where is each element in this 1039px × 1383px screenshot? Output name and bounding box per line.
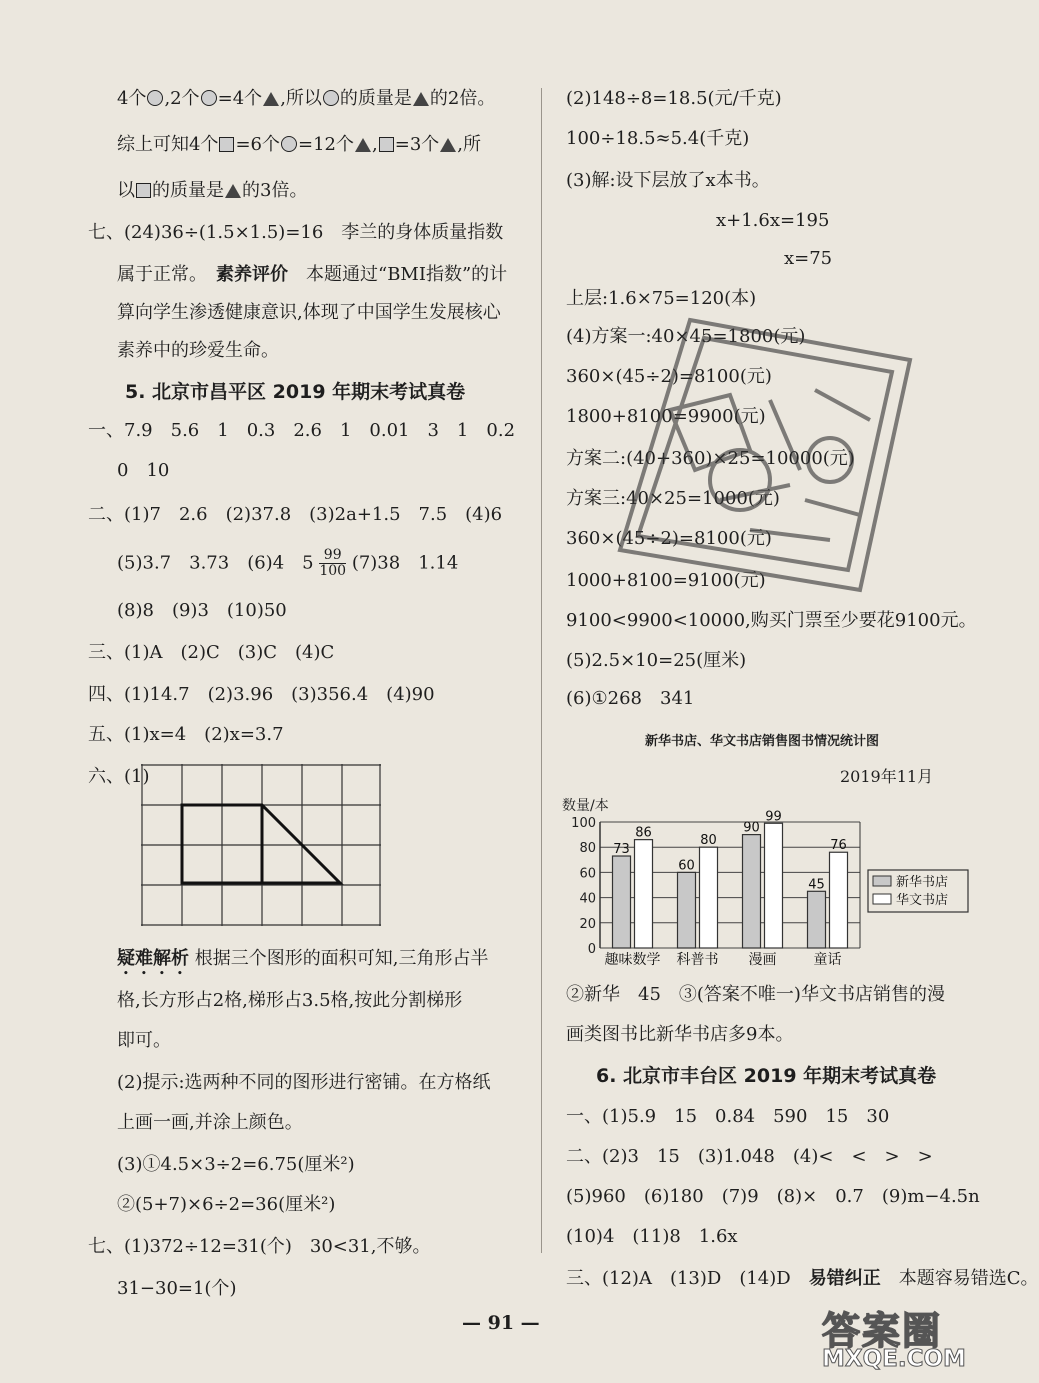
square-icon (219, 137, 234, 152)
right-line-7: (4)方案一:40×45=1800(元) (566, 326, 806, 347)
right-line-23: 三、(12)A (13)D (14)D 易错纠正 本题容易错选C。 (566, 1268, 1039, 1289)
bar-value-label: 99 (765, 809, 782, 825)
y-axis-label: 数量/本 (562, 798, 609, 814)
answer-1-cont: 0 10 (117, 460, 170, 481)
analysis-line-2: 格,长方形占2格,梯形占3.5格,按此分割梯形 (117, 990, 463, 1011)
fraction: $\frac{99}{100}$ (319, 547, 347, 579)
bar-value-label: 80 (700, 833, 717, 849)
literacy-eval-label: 素养评价 (216, 264, 288, 285)
left-line-1: 4个 ,2个 =4个 ,所以 的质量是 的2倍。 (117, 88, 496, 109)
bar (678, 872, 696, 948)
bar (635, 840, 653, 948)
section-heading-5: 5. 北京市昌平区 2019 年期末考试真卷 (125, 381, 466, 403)
answer-7-1-cont: 31−30=1(个) (117, 1278, 237, 1299)
watermark-logo: 答案圈 (822, 1309, 943, 1353)
area-line-1: (3)①4.5×3÷2=6.75(厘米²) (117, 1154, 355, 1175)
y-tick-label: 60 (579, 866, 596, 882)
y-tick-label: 0 (587, 942, 596, 957)
answer-7-24: 七、(24)36÷(1.5×1.5)=16 李兰的身体质量指数 (88, 222, 504, 243)
answer-2-cont2: (8)8 (9)3 (10)50 (117, 600, 287, 621)
stamp-seal-icon (600, 300, 930, 600)
answer-4: 四、(1)14.7 (2)3.96 (3)356.4 (4)90 (88, 684, 435, 705)
bar-value-label: 76 (830, 838, 847, 854)
y-tick-label: 40 (579, 891, 596, 907)
bar (743, 835, 761, 948)
right-line-6: 上层:1.6×75=120(本) (566, 288, 757, 309)
circle-icon (281, 136, 297, 152)
right-line-16: (6)①268 341 (566, 688, 695, 709)
triangle-icon (355, 138, 371, 152)
bar-value-label: 90 (743, 820, 760, 836)
tip-line-1: (2)提示:选两种不同的图形进行密铺。在方格纸 (117, 1072, 491, 1093)
right-line-10: 方案二:(40+360)×25=10000(元) (566, 448, 855, 469)
right-line-17: ②新华 45 ③(答案不唯一)华文书店销售的漫 (566, 984, 945, 1005)
circle-icon (201, 90, 217, 106)
legend-label: 华文书店 (896, 893, 949, 908)
right-line-20: 二、(2)3 15 (3)1.048 (4)< < > > (566, 1146, 933, 1167)
bar-value-label: 45 (808, 877, 825, 893)
triangle-icon (440, 138, 456, 152)
right-line-3: (3)解:设下层放了x本书。 (566, 170, 770, 191)
x-tick-label: 童话 (813, 952, 842, 968)
left-line-3: 以 的质量是 的3倍。 (117, 180, 308, 201)
column-divider (541, 88, 542, 1253)
square-icon (379, 137, 394, 152)
circle-icon (323, 90, 339, 106)
left-line-2: 综上可知4个 =6个 =12个 , =3个 ,所 (117, 134, 482, 155)
legend-swatch (873, 894, 891, 904)
watermark-url: MXQE.COM (822, 1346, 966, 1372)
right-line-14: 9100<9900<10000,购买门票至少要花9100元。 (566, 610, 977, 631)
right-line-2: 100÷18.5≈5.4(千克) (566, 128, 750, 149)
y-tick-label: 100 (571, 816, 596, 831)
chart-date: 2019年11月 (840, 767, 934, 786)
right-line-18: 画类图书比新华书店多9本。 (566, 1024, 794, 1045)
square-icon (136, 183, 151, 198)
error-correction-label: 易错纠正 (808, 1268, 881, 1289)
y-tick-label: 80 (579, 841, 596, 857)
chart-title: 新华书店、华文书店销售图书情况统计图 (645, 734, 880, 749)
legend-swatch (873, 876, 891, 886)
triangle-icon (225, 184, 241, 198)
grid-figure (141, 764, 381, 926)
bar-value-label: 86 (635, 825, 652, 841)
bar (765, 823, 783, 948)
right-line-19: 一、(1)5.9 15 0.84 590 15 30 (566, 1106, 890, 1127)
right-line-13: 1000+8100=9100(元) (566, 570, 766, 591)
bar (613, 856, 631, 948)
analysis-label: 疑难解析 (117, 948, 189, 969)
answer-5: 五、(1)x=4 (2)x=3.7 (88, 724, 284, 745)
bar (808, 891, 826, 948)
bar-value-label: 60 (678, 858, 695, 874)
y-tick-label: 20 (579, 916, 596, 932)
triangle-icon (413, 92, 429, 106)
right-line-21: (5)960 (6)180 (7)9 (8)× 0.7 (9)m−4.5n (566, 1186, 980, 1207)
tip-line-2: 上画一画,并涂上颜色。 (117, 1112, 303, 1133)
right-line-11: 方案三:40×25=1000(元) (566, 488, 780, 509)
answer-7-24-line2: 属于正常。 素养评价 本题通过“BMI指数”的计 (117, 264, 508, 285)
x-tick-label: 科普书 (676, 952, 719, 968)
page-number: — 91 — (462, 1312, 540, 1334)
bar-chart (560, 790, 980, 970)
answer-2: 二、(1)7 2.6 (2)37.8 (3)2a+1.5 7.5 (4)6 (88, 504, 503, 525)
legend-label: 新华书店 (896, 875, 949, 890)
answer-6: 六、(1) (88, 766, 150, 787)
equation-line-1: x+1.6x=195 (716, 210, 830, 231)
right-line-1: (2)148÷8=18.5(元/千克) (566, 88, 782, 109)
triangle-icon (263, 92, 279, 106)
analysis-line-3: 即可。 (117, 1030, 171, 1051)
x-tick-label: 漫画 (748, 952, 777, 968)
x-tick-label: 趣味数学 (604, 952, 661, 968)
right-line-8: 360×(45÷2)=8100(元) (566, 366, 772, 387)
area-line-2: ②(5+7)×6÷2=36(厘米²) (117, 1194, 336, 1215)
answer-7-24-line4: 素养中的珍爱生命。 (117, 340, 279, 361)
answer-7-1: 七、(1)372÷12=31(个) 30<31,不够。 (88, 1236, 431, 1257)
right-line-9: 1800+8100=9900(元) (566, 406, 766, 427)
bar (700, 847, 718, 948)
equation-line-2: x=75 (784, 248, 833, 269)
answer-1: 一、7.9 5.6 1 0.3 2.6 1 0.01 3 1 0.2 (88, 420, 516, 441)
bar-value-label: 73 (613, 842, 630, 858)
answer-2-cont: (5)3.7 3.73 (6)4 5 $\frac{99}{100}$ (7)38 1.14 (117, 547, 459, 579)
bar (830, 852, 848, 948)
right-line-22: (10)4 (11)8 1.6x (566, 1226, 738, 1247)
answer-7-24-line3: 算向学生渗透健康意识,体现了中国学生发展核心 (117, 302, 501, 323)
section-heading-6: 6. 北京市丰台区 2019 年期末考试真卷 (596, 1065, 937, 1087)
analysis-line-1: 疑难解析 根据三个图形的面积可知,三角形占半 (117, 948, 489, 969)
right-line-12: 360×(45÷2)=8100(元) (566, 528, 772, 549)
answer-3: 三、(1)A (2)C (3)C (4)C (88, 642, 335, 663)
circle-icon (147, 90, 163, 106)
right-line-15: (5)2.5×10=25(厘米) (566, 650, 747, 671)
